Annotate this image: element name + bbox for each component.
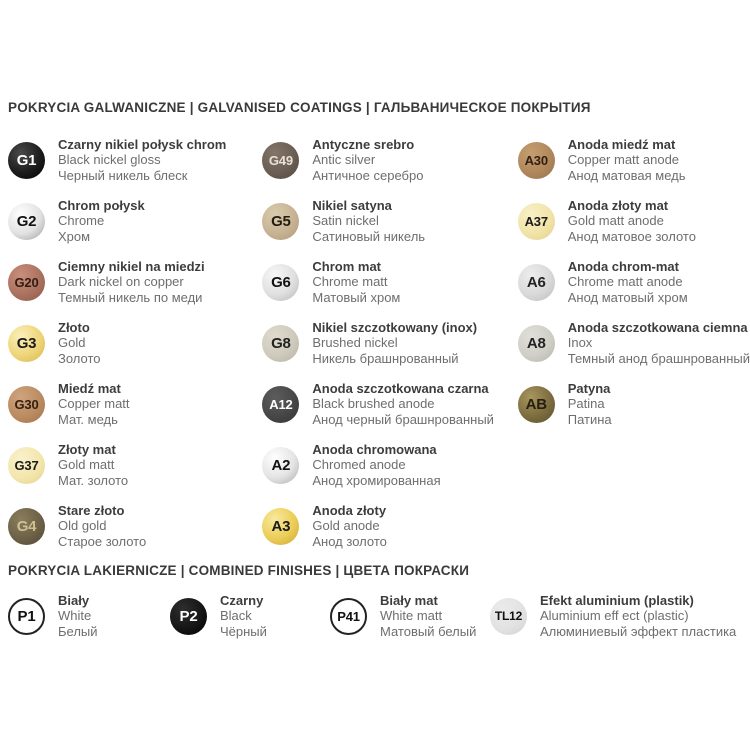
coating-name-ru: Анод матовая медь (567, 167, 686, 183)
coating-code-badge: G49 (262, 142, 299, 179)
coating-labels (568, 259, 688, 306)
coating-code-badge: A6 (518, 264, 555, 301)
coating-code-badge: G4 (8, 508, 45, 545)
coating-name-en: Inox (567, 335, 593, 351)
coating-entry (8, 319, 262, 367)
coating-entry (262, 136, 517, 184)
coating-name-pl: Patyna (567, 380, 611, 396)
coating-code-badge: G8 (262, 325, 299, 362)
coating-name-ru: Патина (567, 411, 612, 427)
coating-code-badge: G20 (8, 264, 45, 301)
coating-name-ru: Старое золото (58, 533, 147, 549)
coating-name-en: Antic silver (312, 152, 376, 168)
coating-labels (312, 137, 423, 184)
coating-entry (262, 258, 517, 306)
coating-name-ru: Анод золото (312, 533, 387, 549)
coating-name-pl: Anoda miedź mat (567, 136, 676, 152)
coating-labels (312, 198, 425, 245)
coating-labels (568, 320, 750, 367)
coating-name-ru: Сатиновый никель (312, 228, 426, 244)
coating-entry (8, 258, 262, 306)
coating-name-en: Gold (58, 335, 86, 351)
coating-code-badge: A12 (262, 386, 299, 423)
coating-code-badge: G5 (262, 203, 299, 240)
coating-name-pl: Biały mat (380, 592, 438, 608)
coating-labels (58, 259, 205, 306)
coating-name-en: Patina (567, 396, 605, 412)
coating-name-pl: Antyczne srebro (312, 136, 415, 152)
coating-code-badge: TL12 (490, 598, 527, 635)
coating-entry (330, 592, 490, 640)
coating-labels (568, 198, 696, 245)
coating-code-badge: P1 (8, 598, 45, 635)
coating-code-badge: P2 (170, 598, 207, 635)
coating-entry (262, 197, 517, 245)
coating-name-en: Gold matt (58, 457, 115, 473)
coating-name-pl: Stare złoto (58, 502, 125, 518)
coating-name-ru: Темный анод брашнрованный (567, 350, 750, 366)
coating-entry (262, 380, 517, 428)
coating-labels (312, 320, 477, 367)
coating-name-en: White (58, 608, 92, 624)
coating-labels (58, 198, 145, 245)
coating-name-en: Black nickel gloss (58, 152, 161, 168)
coating-name-ru: Анод черный брашнрованный (312, 411, 494, 427)
coating-name-pl: Nikiel satyna (312, 197, 392, 213)
coating-name-en: Gold anode (312, 518, 380, 534)
coating-name-ru: Хром (58, 228, 91, 244)
coating-entry (8, 136, 262, 184)
coating-entry (170, 592, 330, 640)
coating-name-ru: Анод матовый хром (567, 289, 688, 305)
coating-name-ru: Белый (58, 623, 98, 639)
coating-entry (8, 502, 262, 550)
coating-name-pl: Złoty mat (58, 441, 116, 457)
coating-name-pl: Biały (58, 592, 90, 608)
coating-code-badge: A37 (518, 203, 555, 240)
coating-name-pl: Ciemny nikiel na miedzi (58, 258, 205, 274)
coating-entry (8, 197, 262, 245)
coating-labels (58, 593, 98, 640)
coating-name-pl: Nikiel szczotkowany (inox) (312, 319, 478, 335)
coating-name-pl: Efekt aluminium (plastik) (540, 592, 694, 608)
coating-code-badge: G1 (8, 142, 45, 179)
coating-code-badge: A3 (262, 508, 299, 545)
coating-entry (262, 319, 517, 367)
coating-name-ru: Мат. медь (58, 411, 118, 427)
coating-name-ru: Анод матовое золото (567, 228, 696, 244)
coating-labels (380, 593, 476, 640)
coating-name-pl: Chrom połysk (58, 197, 145, 213)
coating-name-en: Gold matt anode (567, 213, 664, 229)
coating-name-en: Aluminium eff ect (plastic) (540, 608, 689, 624)
coating-name-en: Satin nickel (312, 213, 379, 229)
coating-name-ru: Никель брашнрованный (312, 350, 459, 366)
coating-name-en: Dark nickel on copper (58, 274, 184, 290)
coating-name-pl: Anoda chromowana (312, 441, 437, 457)
coating-labels (58, 137, 226, 184)
coating-entry (8, 592, 170, 640)
coating-code-badge: A8 (518, 325, 555, 362)
coating-name-pl: Czarny (220, 592, 264, 608)
coating-name-en: Black brushed anode (312, 396, 435, 412)
coating-entry (490, 592, 750, 640)
coating-code-badge: G3 (8, 325, 45, 362)
coating-labels (312, 381, 494, 428)
coating-code-badge: AB (518, 386, 555, 423)
coating-name-ru: Матовый белый (380, 623, 477, 639)
coating-name-pl: Anoda chrom-mat (567, 258, 679, 274)
coating-name-pl: Anoda szczotkowana ciemna (567, 319, 748, 335)
coating-name-pl: Chrom mat (312, 258, 382, 274)
coating-entry (518, 136, 750, 184)
coating-name-pl: Miedź mat (58, 380, 121, 396)
coating-labels (312, 503, 386, 550)
galvanic-column-3 (518, 136, 750, 550)
coating-labels (568, 381, 612, 428)
coating-labels (58, 503, 146, 550)
coating-name-pl: Anoda złoty (312, 502, 387, 518)
coating-labels (312, 442, 440, 489)
galvanic-section-title: POKRYCIA GALWANICZNE | GALVANISED COATINGS | ГАЛЬВАНИЧЕСКОЕ ПОКРЫТИЯ (8, 100, 591, 115)
coating-code-badge: A2 (262, 447, 299, 484)
coating-name-ru: Мат. золото (58, 472, 129, 488)
coating-name-ru: Анод хромированная (312, 472, 441, 488)
coating-name-pl: Anoda złoty mat (567, 197, 669, 213)
galvanic-grid (8, 136, 750, 550)
coating-labels (58, 320, 101, 367)
coating-entry (8, 380, 262, 428)
coating-entry (518, 258, 750, 306)
coating-code-badge: A30 (518, 142, 555, 179)
coating-labels (58, 442, 128, 489)
coating-labels (220, 593, 267, 640)
coating-labels (540, 593, 736, 640)
finishes-section-title: POKRYCIA LAKIERNICZE | COMBINED FINISHES | ЦВЕТА ПОКРАСКИ (8, 563, 470, 578)
coating-name-pl: Anoda szczotkowana czarna (312, 380, 489, 396)
finishes-row (8, 592, 750, 640)
coating-name-en: White matt (380, 608, 443, 624)
coating-name-en: Chrome (58, 213, 105, 229)
coating-name-ru: Темный никель по меди (58, 289, 203, 305)
coating-name-ru: Алюминиевый эффект пластика (540, 623, 737, 639)
coating-labels (312, 259, 400, 306)
coating-labels (58, 381, 130, 428)
coating-code-badge: P41 (330, 598, 367, 635)
coating-entry (518, 197, 750, 245)
coating-name-ru: Черный никель блеск (58, 167, 188, 183)
coating-name-ru: Матовый хром (312, 289, 401, 305)
coating-name-en: Chrome matt (312, 274, 388, 290)
coating-entry (518, 319, 750, 367)
coating-labels (568, 137, 686, 184)
coating-name-ru: Античное серебро (312, 167, 424, 183)
galvanic-column-2 (262, 136, 517, 550)
coating-code-badge: G2 (8, 203, 45, 240)
coating-code-badge: G30 (8, 386, 45, 423)
coating-name-en: Chrome matt anode (567, 274, 683, 290)
coating-name-pl: Złoto (58, 319, 90, 335)
coating-name-en: Brushed nickel (312, 335, 398, 351)
coating-name-en: Old gold (58, 518, 107, 534)
coating-name-en: Black (220, 608, 252, 624)
coating-entry (262, 441, 517, 489)
coating-name-ru: Золото (58, 350, 101, 366)
coating-name-en: Copper matt anode (567, 152, 680, 168)
coating-entry (262, 502, 517, 550)
coating-entry (8, 441, 262, 489)
coating-name-en: Copper matt (58, 396, 130, 412)
coating-name-en: Chromed anode (312, 457, 406, 473)
coating-name-pl: Czarny nikiel połysk chrom (58, 136, 227, 152)
coating-code-badge: G37 (8, 447, 45, 484)
coating-entry (518, 380, 750, 428)
coating-code-badge: G6 (262, 264, 299, 301)
coating-name-ru: Чёрный (220, 623, 267, 639)
galvanic-column-1 (8, 136, 262, 550)
